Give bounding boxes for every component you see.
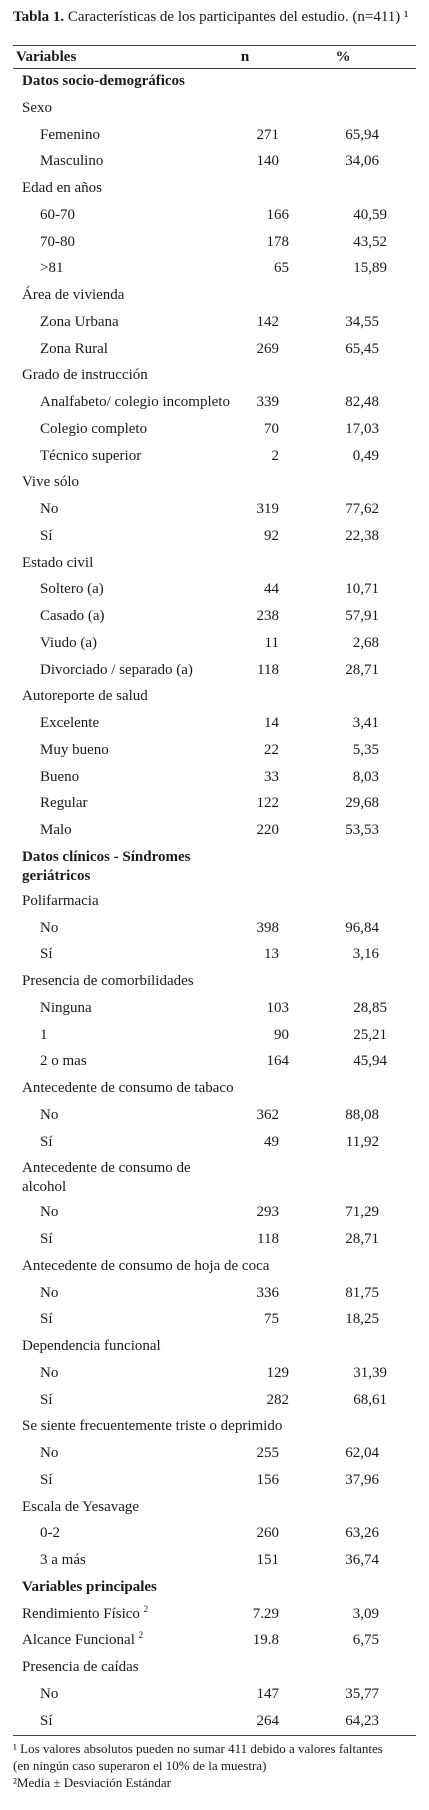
- row-label: 3 a más: [40, 1552, 86, 1568]
- label-line-2: alcohol: [22, 1179, 67, 1196]
- row-label: Divorciado / separado (a): [40, 661, 193, 678]
- pct-cell: 10,71: [345, 581, 379, 598]
- n-cell: 255: [256, 1445, 279, 1461]
- group-row: [0, 888, 429, 914]
- table-row: [0, 1360, 429, 1386]
- pct-cell: 62,04: [345, 1445, 379, 1461]
- table-row: [0, 1102, 429, 1128]
- row-label: Casado (a): [40, 608, 105, 624]
- table-row: [0, 1280, 429, 1306]
- footnote-line: ²Media ± Desviación Estándar: [13, 1775, 171, 1791]
- pct-cell: 77,62: [345, 501, 379, 517]
- pct-cell: 40,59: [353, 206, 387, 223]
- pct-cell: 25,21: [353, 1026, 387, 1043]
- row-label: No: [40, 1364, 59, 1381]
- pct-cell: 34,55: [345, 313, 379, 330]
- group-row: [0, 469, 429, 495]
- n-cell: 13: [264, 946, 279, 963]
- caption-label: Tabla 1.: [13, 9, 65, 25]
- row-label: Vive sólo: [22, 474, 80, 491]
- row-label: Variables principales: [22, 1578, 157, 1595]
- pct-cell: 82,48: [345, 394, 379, 410]
- footnote-marker: 2: [143, 1603, 149, 1614]
- group-row: [0, 95, 429, 121]
- table-row: [0, 122, 429, 148]
- n-cell: 33: [264, 768, 279, 785]
- footnotes: [13, 1740, 413, 1791]
- group-row: [0, 550, 429, 576]
- label-line-1: Antecedente de consumo de: [22, 1160, 191, 1177]
- group-row: [0, 968, 429, 994]
- row-label: Área de vivienda: [22, 287, 125, 303]
- pct-cell: 31,39: [353, 1364, 387, 1381]
- row-label: Presencia de caídas: [22, 1659, 139, 1675]
- table-row: [0, 817, 429, 843]
- pct-cell: 8,03: [352, 768, 379, 785]
- pct-cell: 96,84: [345, 919, 379, 936]
- n-cell: 2: [271, 447, 279, 464]
- table-row: [0, 657, 429, 683]
- pct-cell: 18,25: [345, 1311, 379, 1328]
- table-row: [0, 1520, 429, 1546]
- n-cell: 90: [274, 1026, 289, 1043]
- n-cell: 282: [266, 1391, 289, 1408]
- pct-cell: 22,38: [345, 527, 379, 544]
- table-row: [0, 1708, 429, 1734]
- pct-cell: 11,92: [345, 1133, 379, 1150]
- n-cell: 92: [264, 527, 279, 544]
- group-row: [0, 683, 429, 709]
- group-row: [0, 1075, 429, 1101]
- pct-cell: 3,41: [352, 715, 379, 731]
- n-cell: 129: [266, 1364, 289, 1381]
- table-row: [0, 1681, 429, 1707]
- pct-cell: 63,26: [345, 1525, 379, 1542]
- n-cell: 220: [256, 822, 279, 838]
- n-cell: 142: [256, 313, 279, 330]
- label-line-1: Datos clínicos - Síndromes: [22, 848, 191, 865]
- row-label: Alcance Funcional: [22, 1632, 135, 1649]
- pct-cell: 65,45: [345, 340, 379, 357]
- n-cell: 260: [256, 1525, 279, 1542]
- row-label: Grado de instrucción: [22, 367, 148, 384]
- n-cell: 398: [256, 919, 279, 936]
- n-cell: 238: [256, 608, 279, 624]
- table-row: [0, 576, 429, 602]
- table-row: [0, 389, 429, 415]
- pct-cell: 35,77: [345, 1685, 379, 1702]
- row-label-wrap: [22, 1601, 148, 1627]
- pct-cell: 53,53: [345, 822, 379, 838]
- group-label: [22, 1159, 282, 1197]
- table-row: [0, 1467, 429, 1493]
- pct-cell: 43,52: [353, 233, 387, 250]
- n-cell: 19.8: [252, 1632, 279, 1649]
- table-row: [0, 995, 429, 1021]
- header-row: [0, 44, 429, 70]
- row-label: Dependencia funcional: [22, 1338, 161, 1354]
- n-cell: 156: [256, 1471, 279, 1488]
- footnote-line: ¹ Los valores absolutos pueden no sumar 411 debido a valores faltantes: [13, 1741, 383, 1757]
- pct-cell: 81,75: [345, 1284, 379, 1301]
- table-row: [0, 1440, 429, 1466]
- row-label: Datos socio-demográficos: [22, 73, 185, 89]
- table-row: [0, 1129, 429, 1155]
- table-row: [0, 523, 429, 549]
- table-row: [0, 336, 429, 362]
- row-label: 70-80: [40, 233, 75, 250]
- table-row: [0, 941, 429, 967]
- label-line-2: geriátricos: [22, 867, 91, 884]
- pct-cell: 3,16: [352, 946, 379, 963]
- n-cell: 319: [256, 501, 279, 517]
- row-label: No: [40, 501, 59, 517]
- row-label: Sí: [40, 1133, 53, 1150]
- table-row: [0, 1048, 429, 1074]
- pct-cell: 28,85: [353, 999, 387, 1016]
- row-label: No: [40, 1204, 59, 1221]
- group-row: [0, 175, 429, 201]
- pct-cell: 36,74: [345, 1552, 379, 1568]
- n-cell: 293: [256, 1204, 279, 1221]
- n-cell: 22: [264, 741, 279, 758]
- table-row: [0, 309, 429, 335]
- row-label: Muy bueno: [40, 741, 109, 758]
- table-row: [0, 202, 429, 228]
- row-label: 60-70: [40, 206, 75, 223]
- row-label: Antecedente de consumo de tabaco: [22, 1080, 234, 1096]
- row-label: Sí: [40, 527, 53, 544]
- row-label: Masculino: [40, 153, 104, 170]
- row-label: No: [40, 1445, 59, 1461]
- row-label: Analfabeto/ colegio incompleto: [40, 394, 230, 410]
- footnote-line: (en ningún caso superaron el 10% de la muestra): [13, 1758, 267, 1774]
- pct-cell: 3,09: [352, 1605, 379, 1622]
- n-cell: 7.29: [252, 1605, 279, 1622]
- n-cell: 11: [264, 634, 279, 651]
- group-row: [0, 1253, 429, 1279]
- table-row: [0, 229, 429, 255]
- n-cell: 362: [256, 1106, 279, 1123]
- pct-cell: 57,91: [345, 608, 379, 624]
- n-cell: 14: [264, 715, 279, 731]
- table-row: [0, 603, 429, 629]
- table-row: [0, 1547, 429, 1573]
- pct-cell: 88,08: [345, 1106, 379, 1123]
- table-row: [0, 1226, 429, 1252]
- header-variables: Variables: [16, 49, 77, 65]
- row-label: Femenino: [40, 126, 100, 143]
- group-row: [0, 1413, 429, 1439]
- pct-cell: 6,75: [352, 1632, 379, 1649]
- table-row: [0, 416, 429, 442]
- row-label: Rendimiento Físico: [22, 1605, 140, 1622]
- row-label: Malo: [40, 822, 72, 838]
- header-pct: %: [335, 49, 351, 65]
- group-row: [0, 1333, 429, 1359]
- n-cell: 166: [266, 206, 289, 223]
- table-row: [0, 1387, 429, 1413]
- row-label: Zona Rural: [40, 340, 108, 357]
- pct-cell: 5,35: [352, 741, 379, 758]
- row-label: Técnico superior: [40, 447, 142, 464]
- table-row: [0, 764, 429, 790]
- n-cell: 271: [256, 126, 279, 143]
- row-label: No: [40, 919, 59, 936]
- row-label: Sí: [40, 1231, 53, 1247]
- table-row: [0, 1199, 429, 1225]
- pct-cell: 71,29: [345, 1204, 379, 1221]
- row-label: Colegio completo: [40, 420, 148, 437]
- table-caption: [13, 8, 413, 26]
- table-row: [0, 443, 429, 469]
- pct-cell: 28,71: [345, 661, 379, 678]
- row-label: Polifarmacia: [22, 892, 99, 909]
- table-row: [0, 1306, 429, 1332]
- row-label: Regular: [40, 795, 88, 812]
- group-row: [0, 1627, 429, 1653]
- pct-cell: 15,89: [353, 260, 387, 277]
- n-cell: 65: [274, 260, 289, 277]
- pct-cell: 2,68: [352, 634, 379, 651]
- row-label: Estado civil: [22, 554, 94, 571]
- n-cell: 178: [266, 233, 289, 250]
- table-row: [0, 915, 429, 941]
- pct-cell: 37,96: [345, 1471, 379, 1488]
- section-heading: [22, 848, 282, 886]
- pct-cell: 68,61: [353, 1391, 387, 1408]
- pct-cell: 64,23: [345, 1712, 379, 1729]
- row-label: 1: [40, 1026, 48, 1043]
- row-label: No: [40, 1284, 59, 1301]
- pct-cell: 45,94: [353, 1053, 387, 1070]
- pct-cell: 65,94: [345, 126, 379, 143]
- table-row: [0, 790, 429, 816]
- bottom-rule: [13, 1735, 416, 1736]
- group-row: [0, 1654, 429, 1680]
- pct-cell: 0,49: [352, 447, 379, 464]
- row-label: Sí: [40, 1471, 53, 1488]
- caption-text: Características de los participantes del estudio. (n=411) ¹: [67, 9, 409, 25]
- row-label: Sexo: [22, 99, 52, 116]
- n-cell: 44: [264, 581, 279, 598]
- n-cell: 147: [256, 1685, 279, 1702]
- footnote-marker: 2: [138, 1630, 144, 1641]
- n-cell: 164: [266, 1053, 289, 1070]
- row-label: 0-2: [40, 1525, 60, 1542]
- row-label: >81: [40, 260, 64, 277]
- n-cell: 269: [256, 340, 279, 357]
- row-label: Zona Urbana: [40, 313, 119, 330]
- table-row: [0, 255, 429, 281]
- row-label: Se siente frecuentemente triste o deprimido: [22, 1418, 283, 1435]
- group-row: [0, 362, 429, 388]
- row-label: 2 o mas: [40, 1053, 87, 1070]
- n-cell: 140: [256, 153, 279, 170]
- section-heading: [0, 1574, 429, 1600]
- row-label: Edad en años: [22, 180, 102, 196]
- row-label: Sí: [40, 946, 53, 963]
- row-label: Sí: [40, 1311, 53, 1328]
- table-row: [0, 148, 429, 174]
- pct-cell: 34,06: [345, 153, 379, 170]
- row-label: Antecedente de consumo de hoja de coca: [22, 1257, 270, 1274]
- n-cell: 103: [266, 999, 289, 1016]
- n-cell: 122: [256, 795, 279, 812]
- n-cell: 151: [256, 1552, 279, 1568]
- n-cell: 75: [264, 1311, 279, 1328]
- row-label: Sí: [40, 1712, 53, 1729]
- table-row: [0, 496, 429, 522]
- row-label: Sí: [40, 1391, 53, 1408]
- n-cell: 118: [257, 1231, 279, 1247]
- pct-cell: 29,68: [345, 795, 379, 812]
- pct-cell: 28,71: [345, 1231, 379, 1247]
- n-cell: 49: [264, 1133, 279, 1150]
- pct-cell: 17,03: [345, 420, 379, 437]
- section-heading: [0, 68, 429, 94]
- row-label-wrap: [22, 1627, 143, 1653]
- row-label: No: [40, 1685, 59, 1702]
- n-cell: 336: [256, 1284, 279, 1301]
- row-label: Ninguna: [40, 999, 92, 1016]
- group-row: [0, 282, 429, 308]
- row-label: Soltero (a): [40, 581, 104, 598]
- row-label: No: [40, 1106, 59, 1123]
- group-row: [0, 1601, 429, 1627]
- group-row: [0, 1494, 429, 1520]
- row-label: Excelente: [40, 715, 100, 731]
- row-label: Presencia de comorbilidades: [22, 973, 194, 989]
- table-row: [0, 710, 429, 736]
- table-row: [0, 1022, 429, 1048]
- n-cell: 339: [256, 394, 279, 410]
- table-row: [0, 737, 429, 763]
- row-label: Viudo (a): [40, 634, 97, 651]
- table-row: [0, 630, 429, 656]
- header-n: n: [240, 49, 250, 65]
- row-label: Autoreporte de salud: [22, 688, 148, 705]
- n-cell: 118: [257, 661, 279, 678]
- n-cell: 264: [256, 1712, 279, 1729]
- row-label: Bueno: [40, 768, 80, 785]
- row-label: Escala de Yesavage: [22, 1498, 140, 1515]
- n-cell: 70: [264, 420, 279, 437]
